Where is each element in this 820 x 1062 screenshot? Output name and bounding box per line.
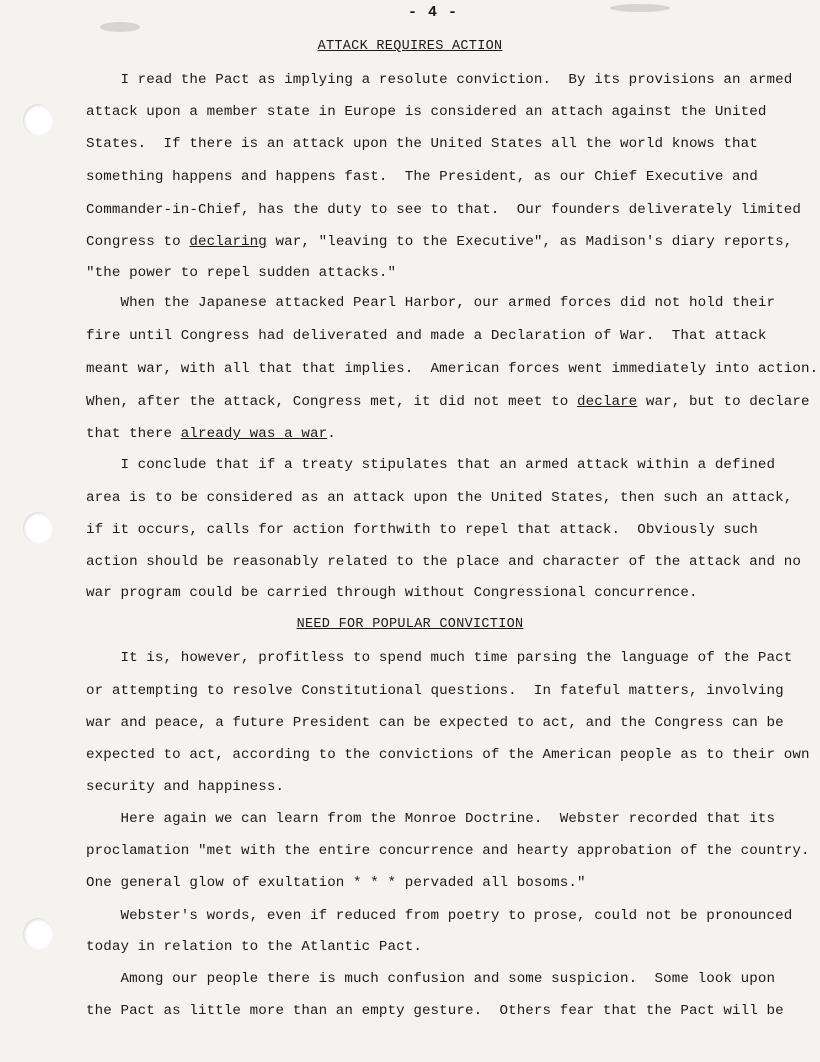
paper-smudge <box>100 22 140 32</box>
body-text: war, but to declare <box>637 394 810 410</box>
body-line: When the Japanese attacked Pearl Harbor, our armed forces did not hold their <box>86 295 776 311</box>
underlined-text: already was a war <box>180 426 328 442</box>
body-line: area is to be considered as an attack upon the United States, then such an attack, <box>86 490 793 506</box>
body-line: Here again we can learn from the Monroe Doctrine. Webster recorded that its <box>86 811 776 827</box>
body-line: something happens and happens fast. The President, as our Chief Executive and <box>86 169 758 185</box>
body-line: meant war, with all that that implies. American forces went immediately into action. <box>86 361 819 377</box>
body-line: expected to act, according to the convictions of the American people as to their own <box>86 747 810 763</box>
body-line: or attempting to resolve Constitutional questions. In fateful matters, involving <box>86 683 784 699</box>
section-heading: ATTACK REQUIRES ACTION <box>317 39 503 54</box>
body-line: war program could be carried through without Congressional concurrence. <box>86 585 698 601</box>
body-line: security and happiness. <box>86 779 285 795</box>
underlined-text: declaring <box>189 234 267 250</box>
body-text: Congress to <box>86 234 190 250</box>
body-text: that there <box>86 426 181 442</box>
body-line: action should be reasonably related to the place and character of the attack and no <box>86 554 801 570</box>
body-line: One general glow of exultation * * * pervaded all bosoms." <box>86 875 586 891</box>
body-line: proclamation "met with the entire concurrence and hearty approbation of the country. <box>86 843 810 859</box>
body-line: "the power to repel sudden attacks." <box>86 265 397 281</box>
body-line: Among our people there is much confusion and some suspicion. Some look upon <box>86 971 776 987</box>
body-line: I read the Pact as implying a resolute conviction. By its provisions an armed <box>86 72 793 88</box>
body-line: Webster's words, even if reduced from poetry to prose, could not be pronounced <box>86 908 793 924</box>
body-text: . <box>327 426 336 442</box>
punch-hole <box>23 104 53 136</box>
body-line: attack upon a member state in Europe is considered an attach against the United <box>86 104 767 120</box>
body-text: When, after the attack, Congress met, it did not meet to <box>86 394 577 410</box>
body-line: the Pact as little more than an empty gesture. Others fear that the Pact will be <box>86 1003 784 1019</box>
body-line <box>86 426 336 442</box>
body-line: if it occurs, calls for action forthwith to repel that attack. Obviously such <box>86 522 758 538</box>
body-line: fire until Congress had deliverated and made a Declaration of War. That attack <box>86 328 767 344</box>
underlined-text: declare <box>577 394 638 410</box>
body-line: It is, however, profitless to spend much time parsing the language of the Pact <box>86 650 793 666</box>
body-line <box>86 234 792 250</box>
body-line: today in relation to the Atlantic Pact. <box>86 939 422 955</box>
body-line: States. If there is an attack upon the United States all the world knows that <box>86 136 758 152</box>
punch-hole <box>23 918 53 950</box>
body-line: I conclude that if a treaty stipulates that an armed attack within a defined <box>86 457 776 473</box>
punch-hole <box>23 512 53 544</box>
body-line <box>86 394 810 410</box>
section-heading: NEED FOR POPULAR CONVICTION <box>296 617 524 632</box>
body-text: war, "leaving to the Executive", as Madison's diary reports, <box>266 234 793 250</box>
paper-smudge <box>610 4 670 12</box>
body-line: war and peace, a future President can be expected to act, and the Congress can be <box>86 715 784 731</box>
page-number: - 4 - <box>408 4 459 21</box>
body-line: Commander-in-Chief, has the duty to see to that. Our founders deliverately limited <box>86 202 801 218</box>
